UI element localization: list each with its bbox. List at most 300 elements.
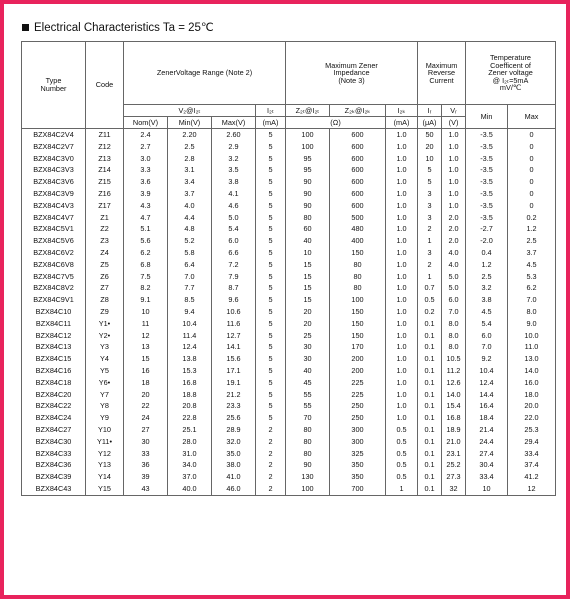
table-cell: 80 [286,212,330,224]
table-cell: 0.1 [418,330,442,342]
table-cell: 5.0 [442,271,466,283]
table-cell: 1.0 [442,176,466,188]
table-cell: 130 [286,471,330,483]
table-cell: 11.2 [442,365,466,377]
table-cell: 10.4 [466,365,508,377]
table-cell: BZX84C33 [22,448,86,460]
table-cell: BZX84C10 [22,306,86,318]
table-cell: 30 [286,353,330,365]
table-cell: 2.5 [508,235,556,247]
table-cell: 3.4 [168,176,212,188]
table-cell: 5 [256,377,286,389]
table-cell: 1.0 [386,294,418,306]
table-cell: 28.0 [168,436,212,448]
table-cell: 9.0 [508,318,556,330]
table-cell: 33.4 [466,471,508,483]
header-nom-v: Nom(V) [124,117,168,129]
table-cell: 5 [256,188,286,200]
table-cell: -3.5 [466,176,508,188]
table-cell: 480 [330,223,386,235]
table-cell: -2.7 [466,223,508,235]
table-cell: 3 [418,247,442,259]
table-cell: 25 [286,330,330,342]
table-cell: Z6 [86,271,124,283]
table-cell: 25.2 [442,459,466,471]
table-cell: 12 [508,483,556,495]
table-cell: Y5 [86,365,124,377]
table-cell: 5 [256,153,286,165]
table-cell: BZX84C12 [22,330,86,342]
table-cell: 8.0 [508,306,556,318]
table-cell: 700 [330,483,386,495]
table-cell: 3 [418,188,442,200]
table-cell: BZX84C2V7 [22,141,86,153]
table-cell: 2.5 [466,271,508,283]
table-cell: BZX84C16 [22,365,86,377]
table-cell: BZX84C39 [22,471,86,483]
table-cell: 30.4 [466,459,508,471]
table-cell: Z7 [86,282,124,294]
table-cell: 225 [330,389,386,401]
table-cell: 8.0 [442,330,466,342]
table-cell: 5 [256,330,286,342]
table-cell: 0.1 [418,389,442,401]
table-cell: 1.0 [386,141,418,153]
table-cell: 2.20 [168,129,212,141]
table-cell: 3.8 [466,294,508,306]
header-izt-unit: (mA) [256,117,286,129]
table-cell: -3.5 [466,200,508,212]
table-cell: 7.5 [124,271,168,283]
table-row [22,294,556,306]
table-cell: 35.0 [212,448,256,460]
table-cell: 13.0 [508,353,556,365]
table-cell: 6.0 [442,294,466,306]
table-cell: 0.2 [508,212,556,224]
table-cell: 3 [418,212,442,224]
table-cell: 200 [330,353,386,365]
table-cell: 30 [124,436,168,448]
table-cell: 0 [508,176,556,188]
table-cell: 150 [330,318,386,330]
table-cell: 16.0 [508,377,556,389]
table-cell: 80 [330,282,386,294]
table-cell: 5 [256,271,286,283]
table-cell: BZX84C7V5 [22,271,86,283]
table-cell: BZX84C2V4 [22,129,86,141]
table-cell: 5 [256,223,286,235]
table-cell: 33.4 [508,448,556,460]
table-row [22,330,556,342]
table-cell: Z16 [86,188,124,200]
table-row [22,389,556,401]
header-zener-range: ZenerVoltage Range (Note 2) [124,42,286,105]
table-cell: 200 [330,365,386,377]
table-cell: 1.0 [386,412,418,424]
table-cell: -3.5 [466,129,508,141]
table-cell: BZX84C3V0 [22,153,86,165]
table-cell: Z1 [86,212,124,224]
table-cell: Z15 [86,176,124,188]
table-cell: -3.5 [466,188,508,200]
table-cell: 1 [418,235,442,247]
table-cell: 9.1 [124,294,168,306]
table-cell: 0 [508,153,556,165]
table-cell: 24.4 [466,436,508,448]
table-cell: 10 [124,306,168,318]
table-cell: 1.0 [386,341,418,353]
table-cell: 20.0 [508,400,556,412]
table-cell: 2.4 [124,129,168,141]
table-cell: 32.0 [212,436,256,448]
table-cell: 2 [256,459,286,471]
table-cell: 16 [124,365,168,377]
table-cell: 55 [286,389,330,401]
table-cell: 95 [286,153,330,165]
table-row [22,448,556,460]
table-cell: Y6• [86,377,124,389]
table-cell: 60 [286,223,330,235]
table-cell: 31.0 [168,448,212,460]
table-cell: 12.7 [212,330,256,342]
table-cell: 5.0 [212,212,256,224]
table-cell: 15.6 [212,353,256,365]
table-cell: 28.9 [212,424,256,436]
table-cell: 50 [418,129,442,141]
table-cell: 6.6 [212,247,256,259]
table-row [22,153,556,165]
header-max-v: Max(V) [212,117,256,129]
table-cell: 1.0 [386,365,418,377]
table-cell: 150 [330,306,386,318]
table-cell: 15 [286,271,330,283]
table-cell: 15.3 [168,365,212,377]
table-cell: 225 [330,377,386,389]
table-cell: 2 [418,223,442,235]
table-cell: 40 [286,365,330,377]
table-cell: 12.6 [442,377,466,389]
table-cell: 2 [256,483,286,495]
table-cell: 0.1 [418,412,442,424]
table-cell: BZX84C8V2 [22,282,86,294]
table-row [22,436,556,448]
table-cell: 100 [330,294,386,306]
table-cell: Y10 [86,424,124,436]
table-cell: 5.2 [168,235,212,247]
table-cell: 14.4 [466,389,508,401]
table-cell: 9.2 [466,353,508,365]
table-cell: 100 [286,141,330,153]
table-cell: 95 [286,164,330,176]
table-cell: 0.2 [418,306,442,318]
table-cell: 0.1 [418,436,442,448]
table-cell: 13 [124,341,168,353]
table-cell: 6.8 [124,259,168,271]
table-cell: 300 [330,436,386,448]
table-body [22,129,556,496]
table-cell: 36 [124,459,168,471]
table-cell: 5 [256,129,286,141]
header-max-impedance: Maximum Zener Impedance (Note 3) [286,42,418,105]
table-cell: 14.1 [212,341,256,353]
table-cell: 5 [256,235,286,247]
table-cell: 0 [508,200,556,212]
table-cell: 80 [286,448,330,460]
table-cell: 5.8 [168,247,212,259]
table-cell: Y7 [86,389,124,401]
table-cell: BZX84C22 [22,400,86,412]
table-cell: 32 [442,483,466,495]
table-cell: 20 [124,389,168,401]
table-cell: 12.4 [466,377,508,389]
table-cell: 10 [466,483,508,495]
table-cell: 19.1 [212,377,256,389]
table-cell: BZX84C9V1 [22,294,86,306]
table-cell: 0.4 [466,247,508,259]
table-cell: 0.1 [418,448,442,460]
table-cell: 0.7 [418,282,442,294]
table-cell: 100 [286,129,330,141]
table-cell: 20.8 [168,400,212,412]
table-cell: 6.4 [168,259,212,271]
header-izk-unit: (mA) [386,117,418,129]
table-cell: 5 [256,282,286,294]
table-cell: 2 [418,259,442,271]
table-cell: 5 [256,259,286,271]
table-cell: 20 [418,141,442,153]
table-cell: 12.4 [168,341,212,353]
table-cell: 1.0 [386,330,418,342]
table-cell: 1.0 [386,306,418,318]
table-cell: 21.0 [442,436,466,448]
table-row [22,412,556,424]
table-cell: -3.5 [466,141,508,153]
table-row [22,483,556,495]
table-cell: 18.9 [442,424,466,436]
table-cell: 250 [330,400,386,412]
table-cell: 5 [256,341,286,353]
table-cell: 22.0 [508,412,556,424]
table-cell: Z12 [86,141,124,153]
header-izk: I₂ₖ [386,105,418,117]
table-cell: 5 [256,318,286,330]
table-cell: 30 [286,341,330,353]
header-code: Code [86,42,124,129]
table-cell: 3.3 [124,164,168,176]
table-cell: 3.1 [168,164,212,176]
table-cell: 5.0 [442,282,466,294]
table-cell: 70 [286,412,330,424]
table-cell: 2.8 [168,153,212,165]
table-cell: 5 [256,294,286,306]
table-cell: 13.8 [168,353,212,365]
table-cell: 2 [256,424,286,436]
table-cell: 1.0 [386,377,418,389]
table-cell: 7.0 [168,271,212,283]
table-cell: 45 [286,377,330,389]
table-cell: 4.1 [212,188,256,200]
table-cell: 600 [330,153,386,165]
table-cell: 1.0 [442,200,466,212]
table-cell: 2.9 [212,141,256,153]
table-cell: 8.2 [124,282,168,294]
table-cell: 16.8 [168,377,212,389]
table-cell: 5 [256,389,286,401]
table-cell: 5.4 [466,318,508,330]
table-cell: 15.4 [442,400,466,412]
header-zzt-at-izt: Z₂ₜ@I₂ₜ [286,105,330,117]
table-cell: 10.6 [212,306,256,318]
header-ir-unit: (μA) [418,117,442,129]
table-cell: 5 [256,212,286,224]
table-cell: 0.1 [418,377,442,389]
table-cell: 9.6 [212,294,256,306]
table-cell: 15 [286,294,330,306]
table-cell: 2.60 [212,129,256,141]
table-cell: BZX84C4V3 [22,200,86,212]
table-cell: 33 [124,448,168,460]
table-cell: 5 [256,365,286,377]
table-cell: 8.0 [442,318,466,330]
section-title-text: Electrical Characteristics Ta = 25℃ [34,22,214,34]
table-cell: 2 [256,436,286,448]
table-cell: 300 [330,424,386,436]
table-cell: 1.2 [508,223,556,235]
table-row [22,365,556,377]
table-cell: BZX84C6V8 [22,259,86,271]
table-cell: 8.0 [442,341,466,353]
table-cell: 90 [286,200,330,212]
table-cell: Z13 [86,153,124,165]
table-cell: 1.0 [442,153,466,165]
table-cell: 3.8 [212,176,256,188]
table-row [22,188,556,200]
table-cell: 18 [124,377,168,389]
table-cell: 90 [286,176,330,188]
table-cell: 2.7 [124,141,168,153]
table-cell: 1.0 [386,212,418,224]
table-cell: 10.5 [442,353,466,365]
table-cell: 5.4 [212,223,256,235]
table-cell: 5 [256,164,286,176]
table-cell: 1.0 [386,176,418,188]
table-cell: 5 [256,400,286,412]
table-cell: 7.0 [466,341,508,353]
table-cell: 0 [508,129,556,141]
table-cell: 2 [256,448,286,460]
header-vr: Vᵣ [442,105,466,117]
table-cell: 600 [330,200,386,212]
table-cell: BZX84C24 [22,412,86,424]
table-row [22,176,556,188]
table-cell: 10.0 [508,330,556,342]
table-row [22,129,556,141]
table-cell: 23.3 [212,400,256,412]
table-cell: 5 [418,164,442,176]
table-cell: BZX84C6V2 [22,247,86,259]
header-vz-at-izt: V₂@I₂ₜ [124,105,256,117]
table-cell: 7.0 [442,306,466,318]
table-cell: 150 [330,247,386,259]
table-row [22,318,556,330]
table-cell: 1.0 [442,141,466,153]
table-cell: Z9 [86,306,124,318]
table-cell: BZX84C5V6 [22,235,86,247]
table-cell: 38.0 [212,459,256,471]
table-cell: 10.4 [168,318,212,330]
table-cell: 1 [386,483,418,495]
table-cell: 15 [124,353,168,365]
table-cell: 3.9 [124,188,168,200]
table-cell: 8.5 [168,294,212,306]
table-cell: 0 [508,188,556,200]
table-cell: 2.0 [442,223,466,235]
table-cell: 18.4 [466,412,508,424]
table-cell: 1.0 [386,259,418,271]
table-row [22,377,556,389]
table-cell: 10 [286,247,330,259]
table-cell: 37.0 [168,471,212,483]
table-cell: 14.0 [508,365,556,377]
table-cell: 3.7 [508,247,556,259]
header-min: Min [466,105,508,129]
section-title [22,20,214,34]
table-cell: 3.2 [212,153,256,165]
table-cell: 24 [124,412,168,424]
table-cell: 29.4 [508,436,556,448]
table-cell: Y14 [86,471,124,483]
table-cell: 1.0 [386,400,418,412]
header-izt: I₂ₜ [256,105,286,117]
table-cell: 0.5 [386,436,418,448]
table-cell: 25.3 [508,424,556,436]
table-cell: 9.4 [168,306,212,318]
table-cell: 1.2 [466,259,508,271]
table-cell: 14.0 [442,389,466,401]
table-cell: 3.2 [466,282,508,294]
table-cell: 1.0 [386,235,418,247]
table-cell: 80 [286,424,330,436]
table-cell: 500 [330,212,386,224]
table-cell: 16.4 [466,400,508,412]
table-cell: Z3 [86,235,124,247]
table-cell: BZX84C11 [22,318,86,330]
table-cell: 1.0 [386,318,418,330]
table-cell: 5 [256,141,286,153]
table-cell: 0.1 [418,353,442,365]
table-cell: 17.1 [212,365,256,377]
table-cell: 0 [508,141,556,153]
table-cell: Z5 [86,259,124,271]
table-cell: BZX84C3V3 [22,164,86,176]
table-cell: 1.0 [386,247,418,259]
table-cell: 11.6 [212,318,256,330]
table-cell: Y15 [86,483,124,495]
table-row [22,459,556,471]
table-cell: 3 [418,200,442,212]
table-row [22,164,556,176]
header-vr-unit: (V) [442,117,466,129]
table-row [22,247,556,259]
table-cell: Y4 [86,353,124,365]
table-cell: 39 [124,471,168,483]
table-row [22,353,556,365]
table-cell: BZX84C15 [22,353,86,365]
table-cell: 41.0 [212,471,256,483]
table-cell: 4.8 [168,223,212,235]
table-cell: 5 [256,247,286,259]
table-row [22,282,556,294]
